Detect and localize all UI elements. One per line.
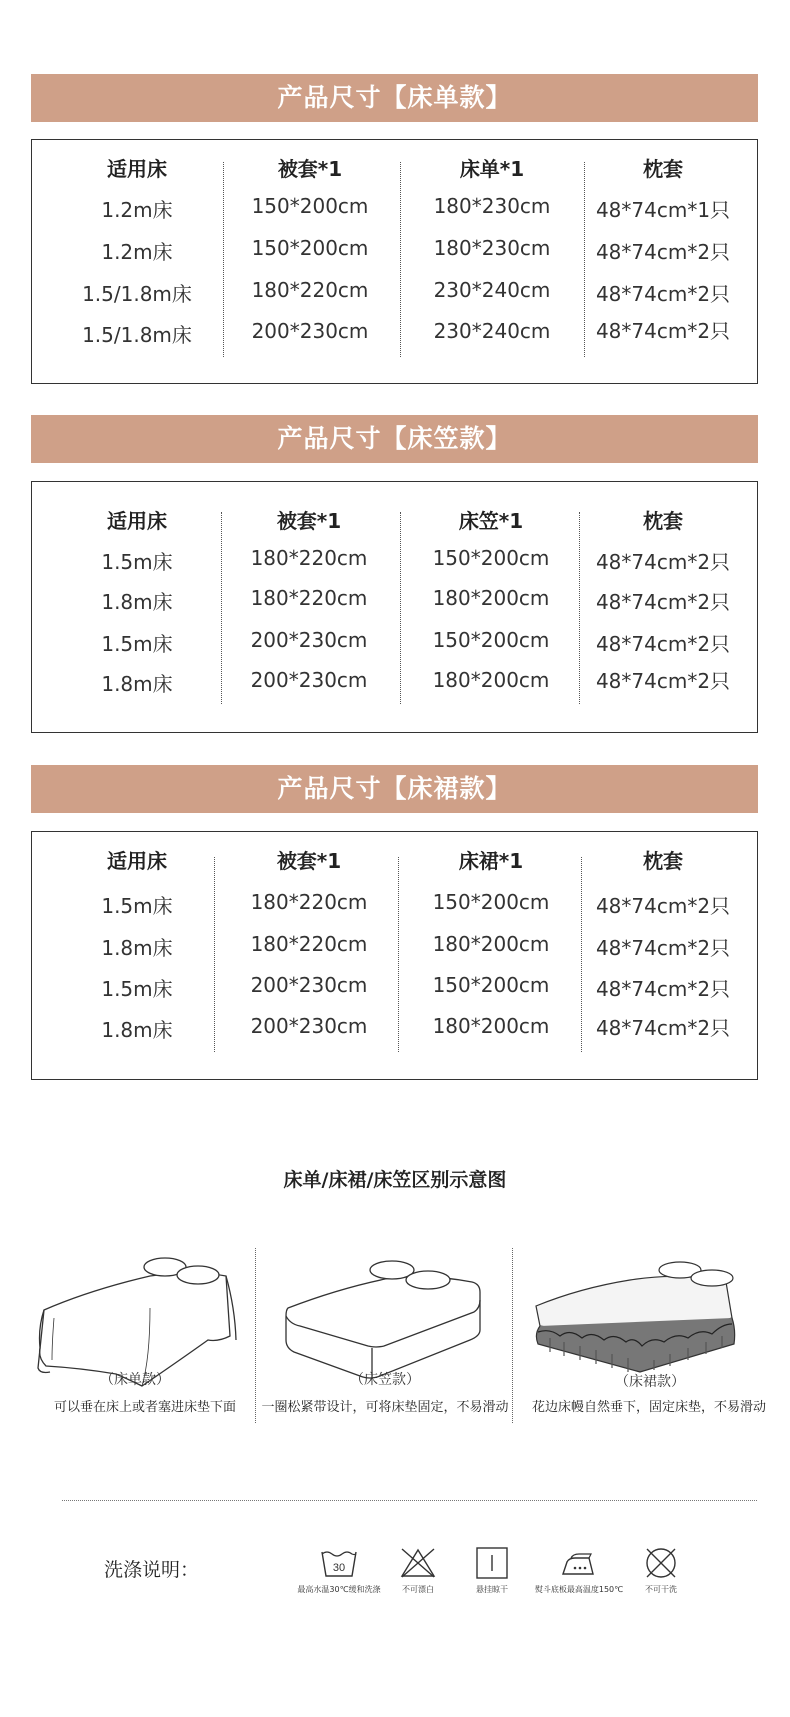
table-cell: 1.5/1.8m床 [82,323,192,347]
header-duvet: 被套*1 [276,509,342,533]
table-cell: 180*200cm [432,1014,550,1038]
no-dry-clean-icon [641,1546,681,1580]
desc-flat-sheet: 可以垂在床上或者塞进床垫下面 [53,1400,236,1415]
table-cell: 48*74cm*2只 [595,936,731,960]
table-cell: 180*200cm [432,932,550,956]
table-cell: 1.2m床 [101,198,173,222]
table-cell: 48*74cm*2只 [595,894,731,918]
table-cell: 1.5/1.8m床 [82,282,192,306]
caption-flat-sheet: （床单款） [100,1372,170,1388]
table-cell: 200*230cm [250,1014,368,1038]
table-cell: 180*220cm [250,546,368,570]
table-cell: 150*200cm [432,890,550,914]
iron-text: 熨斗底板最高温度150℃ [534,1585,624,1594]
table-cell: 150*200cm [432,973,550,997]
table-cell: 150*200cm [251,236,369,260]
table-cell: 1.5m床 [101,550,173,574]
header-pillowcase: 枕套 [643,849,683,873]
table-cell: 180*230cm [433,236,551,260]
table-cell: 180*220cm [251,278,369,302]
header-bed: 适用床 [107,509,167,533]
header-duvet: 被套*1 [276,849,342,873]
table-cell: 48*74cm*1只 [595,198,731,222]
table-cell: 1.8m床 [101,590,173,614]
table-cell: 180*200cm [432,668,550,692]
desc-fitted-sheet: 一圈松紧带设计，可将床垫固定，不易滑动 [261,1400,509,1415]
header-bed: 适用床 [107,157,167,181]
divider [400,512,401,704]
hang-dry-item [442,1546,542,1595]
wash-temperature: 30 [332,1562,346,1574]
table-cell: 48*74cm*2只 [595,319,731,343]
table-2-title: 产品尺寸【床笠款】 [31,415,758,463]
table-cell: 200*230cm [251,319,369,343]
table-cell: 48*74cm*2只 [595,282,731,306]
size-table-bedskirt [31,831,758,1080]
wash-30-icon [319,1546,359,1580]
table-cell: 150*200cm [432,628,550,652]
header-bedskirt: 床裙*1 [458,849,524,873]
desc-bed-skirt: 花边床幔自然垂下，固定床垫，不易滑动 [531,1400,766,1415]
table-cell: 48*74cm*2只 [595,977,731,1001]
table-cell: 1.2m床 [101,240,173,264]
header-pillowcase: 枕套 [643,157,683,181]
header-duvet: 被套*1 [277,157,343,181]
table-cell: 48*74cm*2只 [595,590,731,614]
wash-instructions-label: 洗涤说明： [104,1559,200,1581]
no-bleach-text: 不可漂白 [402,1585,434,1594]
header-sheet: 床单*1 [459,157,525,181]
iron-icon [559,1546,599,1580]
table-cell: 1.5m床 [101,894,173,918]
header-fitted-sheet: 床笠*1 [458,509,524,533]
table-cell: 180*220cm [250,586,368,610]
table-cell: 48*74cm*2只 [595,669,731,693]
table-cell: 1.5m床 [101,632,173,656]
hang-dry-text: 悬挂晾干 [476,1585,508,1594]
table-cell: 1.8m床 [101,936,173,960]
table-cell: 150*200cm [251,194,369,218]
caption-bed-skirt: （床裙款） [615,1374,685,1390]
table-cell: 200*230cm [250,668,368,692]
table-3-title: 产品尺寸【床裙款】 [31,765,758,813]
table-cell: 230*240cm [433,278,551,302]
table-cell: 150*200cm [432,546,550,570]
divider [398,857,399,1052]
no-dry-clean-item [611,1546,711,1595]
table-cell: 48*74cm*2只 [595,550,731,574]
caption-fitted-sheet: （床笠款） [350,1372,420,1388]
header-bed: 适用床 [107,849,167,873]
table-cell: 48*74cm*2只 [595,240,731,264]
table-cell: 180*220cm [250,890,368,914]
table-cell: 200*230cm [250,973,368,997]
table-cell: 1.5m床 [101,977,173,1001]
divider [62,1500,757,1501]
table-cell: 180*200cm [432,586,550,610]
header-pillowcase: 枕套 [643,509,683,533]
table-cell: 180*230cm [433,194,551,218]
divider [400,162,401,357]
table-cell: 48*74cm*2只 [595,632,731,656]
size-table-bedsheet [31,139,758,384]
no-bleach-icon [398,1546,438,1580]
no-dry-clean-text: 不可干洗 [645,1585,677,1594]
table-cell: 1.8m床 [101,1018,173,1042]
size-table-fitted [31,481,758,733]
table-1-title: 产品尺寸【床单款】 [31,74,758,122]
wash-30-text: 最高水温30℃缓和洗涤 [297,1585,381,1594]
divider [223,162,224,357]
hang-dry-icon [472,1546,512,1580]
table-cell: 48*74cm*2只 [595,1016,731,1040]
table-cell: 200*230cm [250,628,368,652]
table-cell: 1.8m床 [101,672,173,696]
comparison-title: 床单/床裙/床笠区别示意图 [283,1169,507,1191]
table-cell: 180*220cm [250,932,368,956]
table-cell: 230*240cm [433,319,551,343]
